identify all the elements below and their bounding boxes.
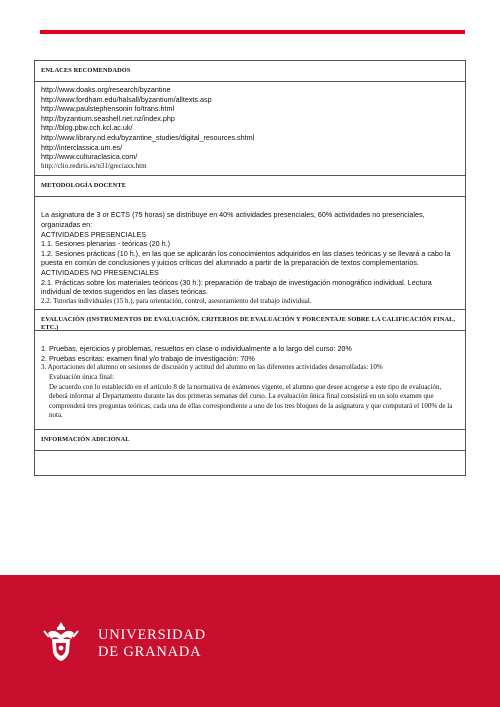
- brand-line-1: UNIVERSIDAD: [98, 627, 206, 643]
- link-item[interactable]: http://blog.pbw.cch.kcl.ac.uk/: [41, 123, 133, 133]
- document-content: [34, 60, 466, 476]
- method-item: 1.2. Sesiones prácticas (10 h.), en las que se aplicarán los conocimientos adquiridos en las clases teóricas y se llevará a cabo la puesta en común de conclusiones y juicios críticos del alumnado a partir de la preparación de textos complementarios.: [41, 248, 451, 268]
- section-additional-info: [34, 430, 466, 476]
- method-item: 2.1. Prácticas sobre los materiales teóricos (30 h.): preparación de trabajo de investigación monográfico individual. Lectura individual de textos sugeridos en las clases teóricas.: [41, 277, 432, 297]
- links-list: [35, 82, 465, 175]
- link-item[interactable]: http://clio.rediris.es/n31/greciaxx.htm: [41, 161, 147, 170]
- eval-item: 3. Aportaciones del alumno en sesiones de discusión y actitud del alumno en las diferentes actividades desarrolladas: 10%: [41, 363, 383, 372]
- section-title: INFORMACIÓN ADICIONAL: [35, 430, 465, 451]
- link-item[interactable]: http://interclassica.um.es/: [41, 142, 123, 152]
- methodology-text: [35, 197, 465, 309]
- link-item[interactable]: http://www.culturaclasica.com/: [41, 152, 138, 162]
- section-title: EVALUACIÓN (INSTRUMENTOS DE EVALUACIÓN, CRITERIOS DE EVALUACIÓN Y PORCENTAJE SOBRE LA CALIFICACIÓN FINAL, ETC.): [35, 310, 465, 331]
- method-subheading: ACTIVIDADES NO PRESENCIALES: [41, 267, 159, 277]
- method-item: 1.1. Sesiones plenarias - teóricas (20 h.): [41, 239, 171, 249]
- link-item[interactable]: http://www.fordham.edu/halsall/byzantium/alltexts.asp: [41, 94, 212, 104]
- section-teaching-methodology: [34, 176, 466, 310]
- method-item: 2.2. Tutorías individuales (15 h.), para orientación, control, asesoramiento del trabajo individual.: [41, 296, 312, 305]
- university-wordmark: [98, 627, 206, 661]
- section-recommended-links: [34, 60, 466, 176]
- eval-item: 1. Pruebas, ejercicios y problemas, resueltos en clase o individualmente a lo largo del curso: 20%: [41, 344, 352, 354]
- eval-subheading: Evaluación única final:: [49, 373, 114, 382]
- section-title: ENLACES RECOMENDADOS: [35, 61, 465, 82]
- method-subheading: ACTIVIDADES PRESENCIALES: [41, 229, 147, 239]
- section-title: METODOLOGÍA DOCENTE: [35, 176, 465, 197]
- link-item[interactable]: http://www.library.nd.edu/byzantine_studies/digital_resources.shtml: [41, 132, 255, 142]
- brand-line-2: DE GRANADA: [98, 644, 202, 660]
- eval-item: 2. Pruebas escritas: examen final y/o trabajo de investigación: 70%: [41, 353, 255, 363]
- top-accent-bar: [40, 30, 465, 34]
- university-footer: [0, 575, 500, 707]
- section-evaluation: [34, 310, 466, 430]
- additional-info-text: [35, 451, 465, 475]
- method-paragraph: La asignatura de 3 or ECTS (75 horas) se distribuye en 40% actividades presenciales, 60% actividades no presenciales, organizadas en:: [41, 210, 425, 229]
- link-item[interactable]: http://www.doaks.org/research/byzantine: [41, 85, 171, 94]
- evaluation-text: [35, 331, 465, 429]
- link-item[interactable]: http://www.paulstephensonin fo/trans.html: [41, 104, 175, 114]
- link-item[interactable]: http://byzantium.seashell.net.nz/index.php: [41, 113, 175, 123]
- university-crest-icon: [38, 619, 84, 665]
- eval-paragraph: De acuerdo con lo establecido en el artículo 8 de la normativa de exámenes vigente, el alumno que desee acogerse a este tipo de evaluación, deberá informar al Departamento durante las dos primeras semanas del curso. La evaluación única final consistirá en un solo examen que comprenderá tres preguntas teóricas, cada una de ellas correspondiente a uno de los tres bloques de la asignatura y que computará el 100% de la nota.: [49, 382, 453, 420]
